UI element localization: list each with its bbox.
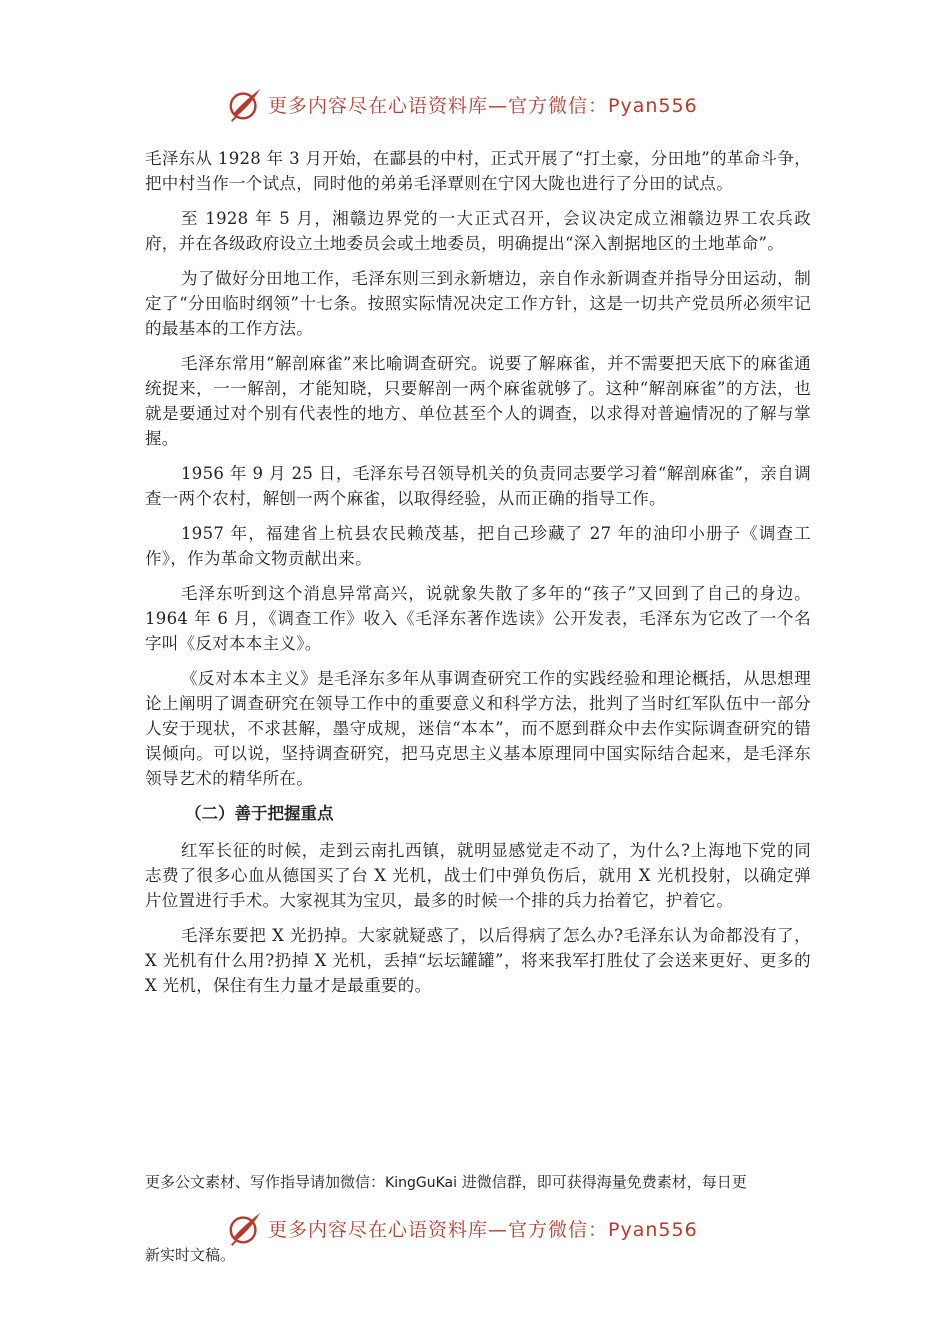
quill-logo-icon <box>226 1209 264 1247</box>
footer-prefix: 更多公文素材、写作指导请加微信： <box>145 1173 386 1191</box>
paragraph-8: 《反对本本主义》是毛泽东多年从事调查研究工作的实践经验和理论概括，从思想理论上阐明了调查研究在领导工作中的重要意义和科学方法，批判了当时红军队伍中一部分人安于现状，不求甚解，墨守成规，迷信“本本”，而不愿到群众中去作实际调查研究的错误倾向。可以说，坚持调查研究，把马克思主义基本原理同中国实际结合起来，是毛泽东领导艺术的精华所在。 <box>145 669 811 788</box>
section-heading: （二）善于把握重点 <box>185 804 334 823</box>
paragraph-3: 为了做好分田地工作，毛泽东则三到永新塘边，亲自作永新调查并指导分田运动，制定了“分田临时纲领”十七条。按照实际情况决定工作方针，这是一切共产党员所必须牢记的最基本的工作方法。 <box>145 269 811 338</box>
paragraph-2: 至 1928 年 5 月，湘赣边界党的一大正式召开，会议决定成立湘赣边界工农兵政府，并在各级政府设立土地委员会或土地委员，明确提出“深入割据地区的土地革命”。 <box>145 209 811 253</box>
footer-promo-line <box>145 1171 815 1194</box>
footer-suffix: 进微信群，即可获得海量免费素材，每日更 <box>456 1173 747 1191</box>
article-body <box>145 146 811 1008</box>
quill-logo-icon <box>226 85 264 123</box>
paragraph-6: 1957 年，福建省上杭县农民赖茂基，把自己珍藏了 27 年的油印小册子《调查工作》，作为革命文物贡献出来。 <box>145 524 811 568</box>
paragraph-9: 红军长征的时候，走到云南扎西镇，就明显感觉走不动了，为什么?上海地下党的同志费了很多心血从德国买了台 X 光机，战士们中弹负伤后，就用 X 光机投射，以确定弹片位置进行手术。大家视其为宝贝，最多的时候一个排的兵力抬着它，护着它。 <box>145 841 811 910</box>
footer-promo-line-2: 新实时文稿。 <box>145 1246 236 1264</box>
watermark-banner-bottom <box>226 1208 746 1248</box>
paragraph-10: 毛泽东要把 X 光扔掉。大家就疑惑了，以后得病了怎么办?毛泽东认为命都没有了，X 光机有什么用?扔掉 X 光机，丢掉“坛坛罐罐”，将来我军打胜仗了会送来更好、更多的 X 光机，保住有生力量才是最重要的。 <box>145 926 811 995</box>
footer-wechat-id: KingGuKai <box>385 1175 457 1191</box>
watermark-banner-top <box>226 84 746 124</box>
paragraph-5: 1956 年 9 月 25 日，毛泽东号召领导机关的负责同志要学习着“解剖麻雀”，亲自调查一两个农村，解刨一两个麻雀，以取得经验，从而正确的指导工作。 <box>145 464 811 508</box>
watermark-text: 更多内容尽在心语资料库—官方微信：Pyan556 <box>268 1218 698 1241</box>
paragraph-4: 毛泽东常用“解剖麻雀”来比喻调查研究。说要了解麻雀，并不需要把天底下的麻雀通统捉来，一一解剖，才能知晓，只要解剖一两个麻雀就够了。这种“解剖麻雀”的方法，也就是要通过对个别有代表性的地方、单位甚至个人的调查，以求得对普遍情况的了解与掌握。 <box>145 354 811 448</box>
paragraph-1: 毛泽东从 1928 年 3 月开始，在酃县的中村，正式开展了“打土豪，分田地”的革命斗争，把中村当作一个试点，同时他的弟弟毛泽覃则在宁冈大陇也进行了分田的试点。 <box>145 149 811 193</box>
paragraph-7: 毛泽东听到这个消息异常高兴，说就象失散了多年的“孩子”又回到了自己的身边。1964 年 6 月，《调查工作》收入《毛泽东著作选读》公开发表，毛泽东为它改了一个名字叫《反对本本主义》。 <box>145 584 811 653</box>
watermark-text: 更多内容尽在心语资料库—官方微信：Pyan556 <box>268 94 698 117</box>
